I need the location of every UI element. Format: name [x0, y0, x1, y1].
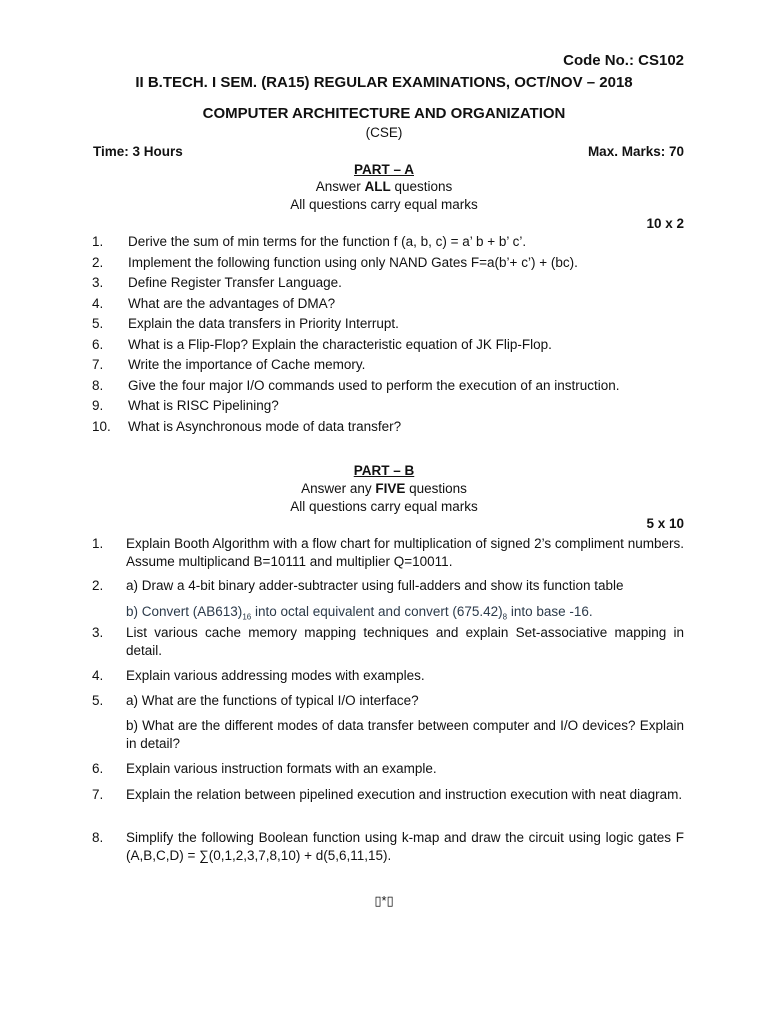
question-number: 7.: [92, 787, 104, 802]
part-b-title: PART – B: [353, 463, 415, 478]
part-a-question-list: [92, 232, 692, 437]
max-marks: Max. Marks: 70: [587, 144, 684, 159]
question-number: 4.: [92, 668, 104, 683]
question-text: Explain the relation between pipelined execution and instruction execution with neat diagram.: [126, 787, 683, 802]
question-row: 3. Define Register Transfer Language.: [92, 275, 342, 290]
subject-title: COMPUTER ARCHITECTURE AND ORGANIZATION: [202, 105, 566, 122]
code-number: Code No.: CS102: [563, 52, 684, 69]
question-row: 7. Write the importance of Cache memory.: [92, 357, 366, 372]
question-number: 2.: [92, 578, 104, 593]
box-glyph-icon: ▯: [386, 893, 394, 908]
question-number: 8.: [92, 830, 104, 845]
question-row: 10. What is Asynchronous mode of data transfer?: [92, 418, 402, 434]
part-a-instruction: Answer ALL questions: [315, 179, 453, 194]
question-subpart: b) What are the different modes of data transfer between computer and I/O devices? Explain in detail?: [126, 718, 684, 751]
time-allowed: Time: 3 Hours: [93, 144, 183, 159]
question-row: 1. Derive the sum of min terms for the function f (a, b, c) = a’ b + b’ c’.: [92, 234, 527, 249]
part-b-instruction: Answer any FIVE questions: [301, 481, 467, 496]
question-row: 8. Give the four major I/O commands used to perform the execution of an instruction.: [92, 377, 620, 393]
question-text: Simplify the following Boolean function using k-map and draw the circuit using logic gates F (A,B,C,D) = ∑(0,1,2,3,7,8,10) + d(5,6,11,15).: [126, 830, 684, 863]
question-row: 5. Explain the data transfers in Priority Interrupt.: [92, 316, 399, 331]
part-a-marks-scheme: 10 x 2: [646, 216, 684, 231]
question-row: 9. What is RISC Pipelining?: [92, 398, 279, 413]
question-number: 6.: [92, 761, 104, 776]
question-row: 4. What are the advantages of DMA?: [92, 295, 336, 311]
part-b-marks-scheme: 5 x 10: [646, 516, 684, 531]
part-a-title: PART – A: [353, 162, 414, 177]
end-marker: ▯*▯: [374, 893, 394, 908]
exam-title: II B.TECH. I SEM. (RA15) REGULAR EXAMINATIONS, OCT/NOV – 2018: [135, 74, 633, 91]
question-number: 5.: [92, 693, 104, 708]
part-b-instruction-2: All questions carry equal marks: [290, 499, 478, 514]
question-subpart: b) Convert $(AB613)_{16}$ into octal equivalent and convert $(675.42)_8$ into base -16.: [126, 604, 593, 622]
question-text: Explain various addressing modes with examples.: [126, 668, 425, 683]
branch: (CSE): [365, 125, 403, 140]
question-text: Explain Booth Algorithm with a flow chart for multiplication of signed 2’s compliment numbers. Assume multiplicand B=10111 and multiplier Q=10011.: [126, 536, 684, 569]
question-text: a) What are the functions of typical I/O interface?: [126, 693, 419, 708]
box-glyph-icon: ▯: [374, 893, 382, 908]
question-row: 2. Implement the following function using only NAND Gates F=a(b’+ c’) + (bc).: [92, 254, 578, 270]
question-text: List various cache memory mapping techniques and explain Set-associative mapping in detail.: [126, 625, 684, 658]
question-text: Explain various instruction formats with an example.: [126, 761, 437, 776]
question-number: 3.: [92, 625, 104, 640]
part-a-instruction-2: All questions carry equal marks: [290, 197, 478, 212]
question-number: 1.: [92, 536, 104, 551]
question-row: 6. What is a Flip-Flop? Explain the characteristic equation of JK Flip-Flop.: [92, 336, 552, 352]
question-text: a) Draw a 4-bit binary adder-subtracter using full-adders and show its function table: [126, 578, 624, 593]
